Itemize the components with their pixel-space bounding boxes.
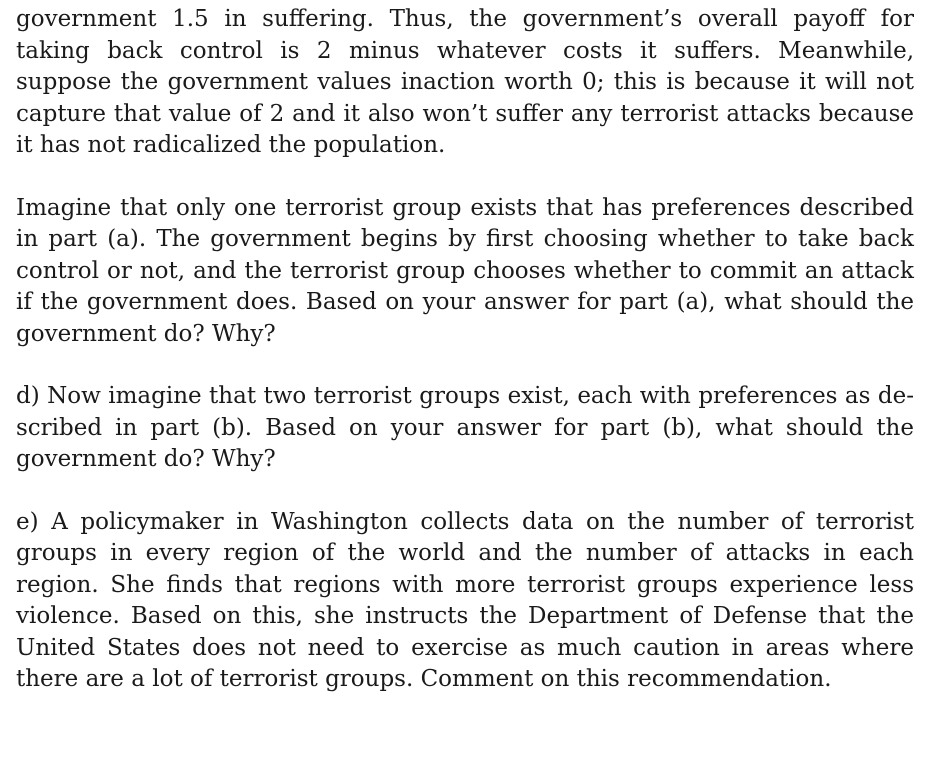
document-page [16,4,914,727]
paragraph-part-c-one-group: Imagine that only one terrorist group exists that has preferences described in part (a). The government begins by first choosing whether to take back control or not, and the terrorist group chooses whether to commit an attack if the government does. Based on your answer for part (a), what should the government do? Why? [16,194,914,347]
paragraph-government-payoff: government 1.5 in suffering. Thus, the government’s overall payoff for taking back control is 2 minus whatever costs it suffers. Meanwhile, suppose the government values inaction worth 0; this is because it will not capture that value of 2 and it also won’t suffer any terrorist attacks because it has not radicalized the population. [16,6,914,158]
paragraph-part-d-two-groups: d) Now imagine that two terrorist groups exist, each with preferences as described in part (b). Based on your answer for part (b), what should the government do? Why? [16,383,914,472]
paragraph-part-e-policymaker: e) A policymaker in Washington collects data on the number of terrorist groups in every region of the world and the number of attacks in each region. She finds that regions with more terrorist groups experience less violence. Based on this, she instructs the Department of Defense that the United States does not need to exercise as much caution in areas where there are a lot of terrorist groups. Comment on this recommendation. [16,508,914,692]
